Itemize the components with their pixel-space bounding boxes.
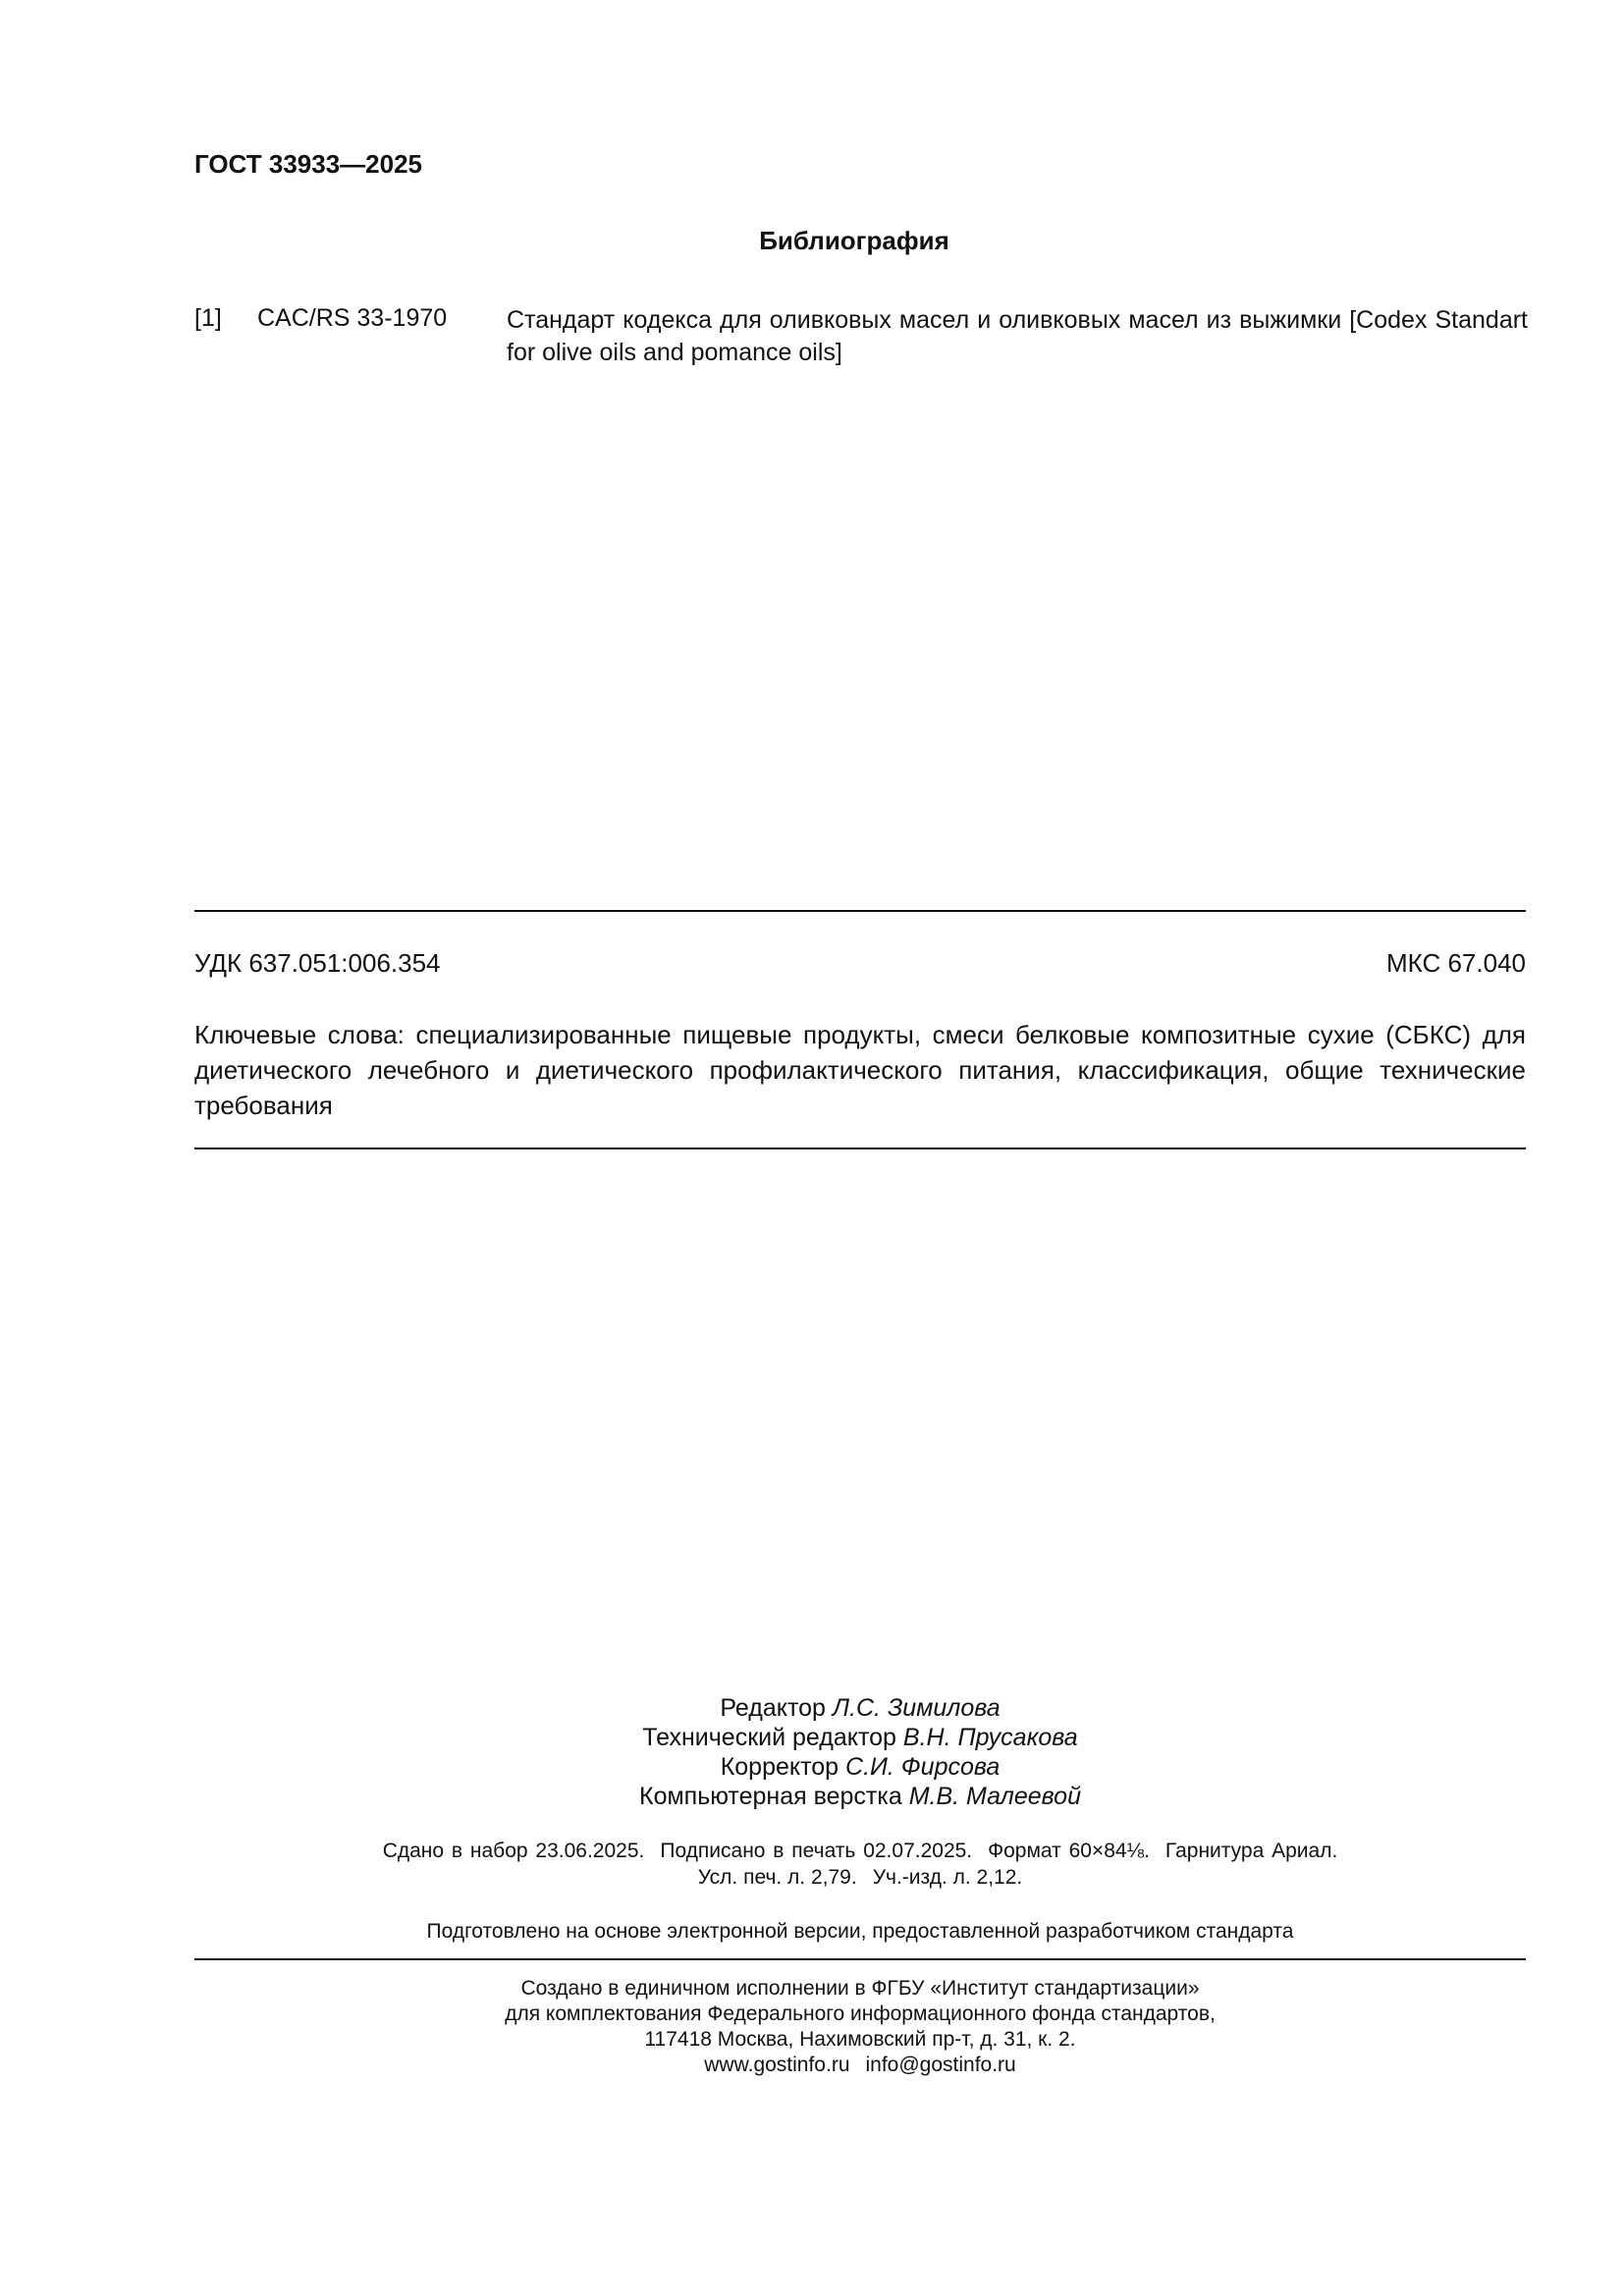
document-code: ГОСТ 33933—2025: [194, 149, 422, 179]
print-typeface: Гарнитура Ариал.: [1164, 1840, 1338, 1862]
bibliography-title: Библиография: [759, 226, 949, 255]
print-submitted: Сдано в набор 23.06.2025.: [382, 1840, 645, 1862]
staff-name: В.Н. Прусакова: [902, 1724, 1078, 1751]
website-link[interactable]: www.gostinfo.ru: [704, 2054, 850, 2076]
divider-keywords: [194, 1148, 1526, 1149]
udk-code: УДК 637.051:006.354: [194, 948, 441, 978]
staff-name: Л.С. Зимилова: [832, 1694, 1001, 1722]
print-info-line-1: [194, 1840, 1526, 1863]
bibliography-entry-code: CAC/RS 33-1970: [257, 304, 448, 332]
staff-proofreader: [194, 1753, 1526, 1782]
publisher-line-1: Создано в единичном исполнении в ФГБУ «Институт стандартизации»: [520, 1977, 1200, 2000]
staff-role: Компьютерная верстка: [639, 1783, 902, 1810]
mks-code: МКС 67.040: [1385, 948, 1526, 978]
publisher-contacts: [194, 2054, 1526, 2077]
staff-role: Технический редактор: [642, 1724, 896, 1751]
staff-name: С.И. Фирсова: [845, 1753, 1001, 1781]
staff-technical-editor: [194, 1724, 1526, 1752]
bibliography-entry-text: Стандарт кодекса для оливковых масел и оливковых масел из выжимки [Codex Standart for olive oils and pomance oils]: [507, 306, 1528, 366]
print-info-line-2: [194, 1866, 1526, 1890]
staff-role: Редактор: [720, 1694, 826, 1722]
publisher-line-2: для комплектования Федерального информационного фонда стандартов,: [505, 2002, 1216, 2025]
keywords-paragraph: Ключевые слова: специализированные пищевые продукты, смеси белковые композитные сухие (СБКС) для диетического лечебного и диетического профилактического питания, классификация, общие технические требования: [194, 1020, 1526, 1120]
print-signed: Подписано в печать 02.07.2025.: [660, 1840, 973, 1862]
staff-name: М.В. Малеевой: [908, 1783, 1081, 1810]
publisher-sheets: Уч.-изд. л. 2,12.: [872, 1866, 1023, 1889]
email-link[interactable]: info@gostinfo.ru: [865, 2054, 1016, 2076]
divider-bottom: [194, 1958, 1526, 1960]
publisher-address: 117418 Москва, Нахимовский пр-т, д. 31, к. 2.: [644, 2028, 1076, 2051]
divider-top: [194, 910, 1526, 912]
staff-editor: [194, 1694, 1526, 1723]
print-format: Формат 60×84⅛.: [988, 1840, 1150, 1862]
staff-layout: [194, 1783, 1526, 1811]
prepared-note: Подготовлено на основе электронной версии, предоставленной разработчиком стандарта: [426, 1920, 1294, 1943]
staff-role: Корректор: [720, 1753, 839, 1781]
print-sheets: Усл. печ. л. 2,79.: [697, 1866, 857, 1889]
bibliography-entry-number: [1]: [194, 304, 222, 332]
